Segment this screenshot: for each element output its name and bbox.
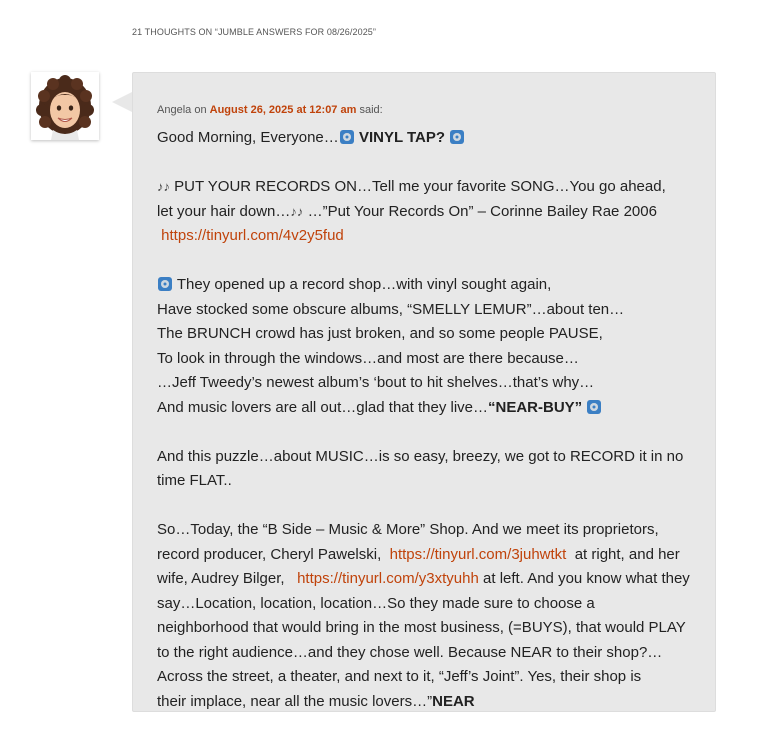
poem-line6 xyxy=(157,396,697,421)
cd-icon xyxy=(158,277,172,291)
para5-line2 xyxy=(157,543,697,568)
music-notes-icon: ♪♪ xyxy=(290,203,304,219)
memoji-avatar-icon xyxy=(31,72,99,140)
poem-line5: …Jeff Tweedy’s newest album’s ‘bout to hit shelves…that’s why… xyxy=(157,374,595,391)
poem-line1 xyxy=(157,273,697,298)
cd-icon xyxy=(587,400,601,414)
poem-line2: Have stocked some obscure albums, “SMELLY LEMUR”…about ten… xyxy=(157,300,625,318)
para5-line7: Across the street, a theater, and next to it, “Jeff’s Joint”. Yes, their shop is xyxy=(157,668,642,685)
avatar[interactable] xyxy=(31,72,99,140)
para5-line4: say…Location, location, location…So they made sure to choose a xyxy=(157,594,595,612)
para5-line2-pre: record producer, Cheryl Pawelski, xyxy=(157,545,382,563)
comment-meta xyxy=(157,104,383,116)
para5-line5: neighborhood that would bring in the most business, (=BUYS), that would PLAY xyxy=(157,619,686,636)
para5-line8-pre: their implace, near all the music lovers…” xyxy=(157,692,433,710)
comment-on-word: on xyxy=(194,104,207,116)
para5-line6: to the right audience…and they chose well. Because NEAR to their shop?… xyxy=(157,643,663,661)
comment-author[interactable]: Angela xyxy=(157,104,192,116)
para5-line3 xyxy=(157,567,697,592)
comments-heading: 21 THOUGHTS ON “JUMBLE ANSWERS FOR 08/26/2025” xyxy=(132,27,377,37)
comment-date-link[interactable]: August 26, 2025 at 12:07 am xyxy=(209,104,357,116)
comment-body xyxy=(157,126,697,739)
para2-line1-text: PUT YOUR RECORDS ON…Tell me your favorite SONG…You go ahead, xyxy=(170,178,666,195)
link-audrey[interactable]: https://tinyurl.com/y3xtyuhh xyxy=(297,570,479,587)
comment-said: said: xyxy=(359,104,383,116)
poem-line3: The BRUNCH crowd has just broken, and so some people PAUSE, xyxy=(157,325,603,342)
bubble-tail xyxy=(112,92,132,112)
poem-line4: To look in through the windows…and most are there because… xyxy=(157,349,579,367)
poem-line6-pre: And music lovers are all out…glad that they live… xyxy=(157,398,488,416)
poem-line1-text: They opened up a record shop…with vinyl sought again, xyxy=(173,276,552,293)
para2-line1 xyxy=(157,175,697,200)
para5-line3-pre: wife, Audrey Bilger, xyxy=(157,570,285,587)
cd-icon xyxy=(340,130,354,144)
para5-line8-bold: NEAR xyxy=(432,692,475,710)
para5-line8 xyxy=(157,690,697,715)
para5-line1: So…Today, the “B Side – Music & More” Shop. And we meet its proprietors, xyxy=(157,521,659,538)
poem-line6-bold: “NEAR-BUY” xyxy=(488,398,583,416)
para5-line3-post: at left. And you know what they xyxy=(483,570,690,587)
greeting-line xyxy=(157,126,697,151)
link-cheryl[interactable]: https://tinyurl.com/3juhwtkt xyxy=(389,545,567,563)
para2-line2-pre: let your hair down… xyxy=(157,202,291,220)
link-song[interactable]: https://tinyurl.com/4v2y5fud xyxy=(161,227,344,244)
music-notes-icon: ♪♪ xyxy=(157,179,170,194)
para5-line2-post: at right, and her xyxy=(574,545,680,563)
para4-line1: And this puzzle…about MUSIC…is so easy, breezy, we got to RECORD it in no xyxy=(157,447,684,465)
cd-icon xyxy=(450,130,464,144)
para2-line3 xyxy=(157,224,697,249)
greeting-text: Good Morning, Everyone… xyxy=(157,129,339,146)
para2-line2 xyxy=(157,200,697,225)
greeting-title: VINYL TAP? xyxy=(358,129,446,146)
para2-line2-post: …”Put Your Records On” – Corinne Bailey Rae 2006 xyxy=(303,202,657,220)
para4-line2: time FLAT.. xyxy=(157,472,232,489)
